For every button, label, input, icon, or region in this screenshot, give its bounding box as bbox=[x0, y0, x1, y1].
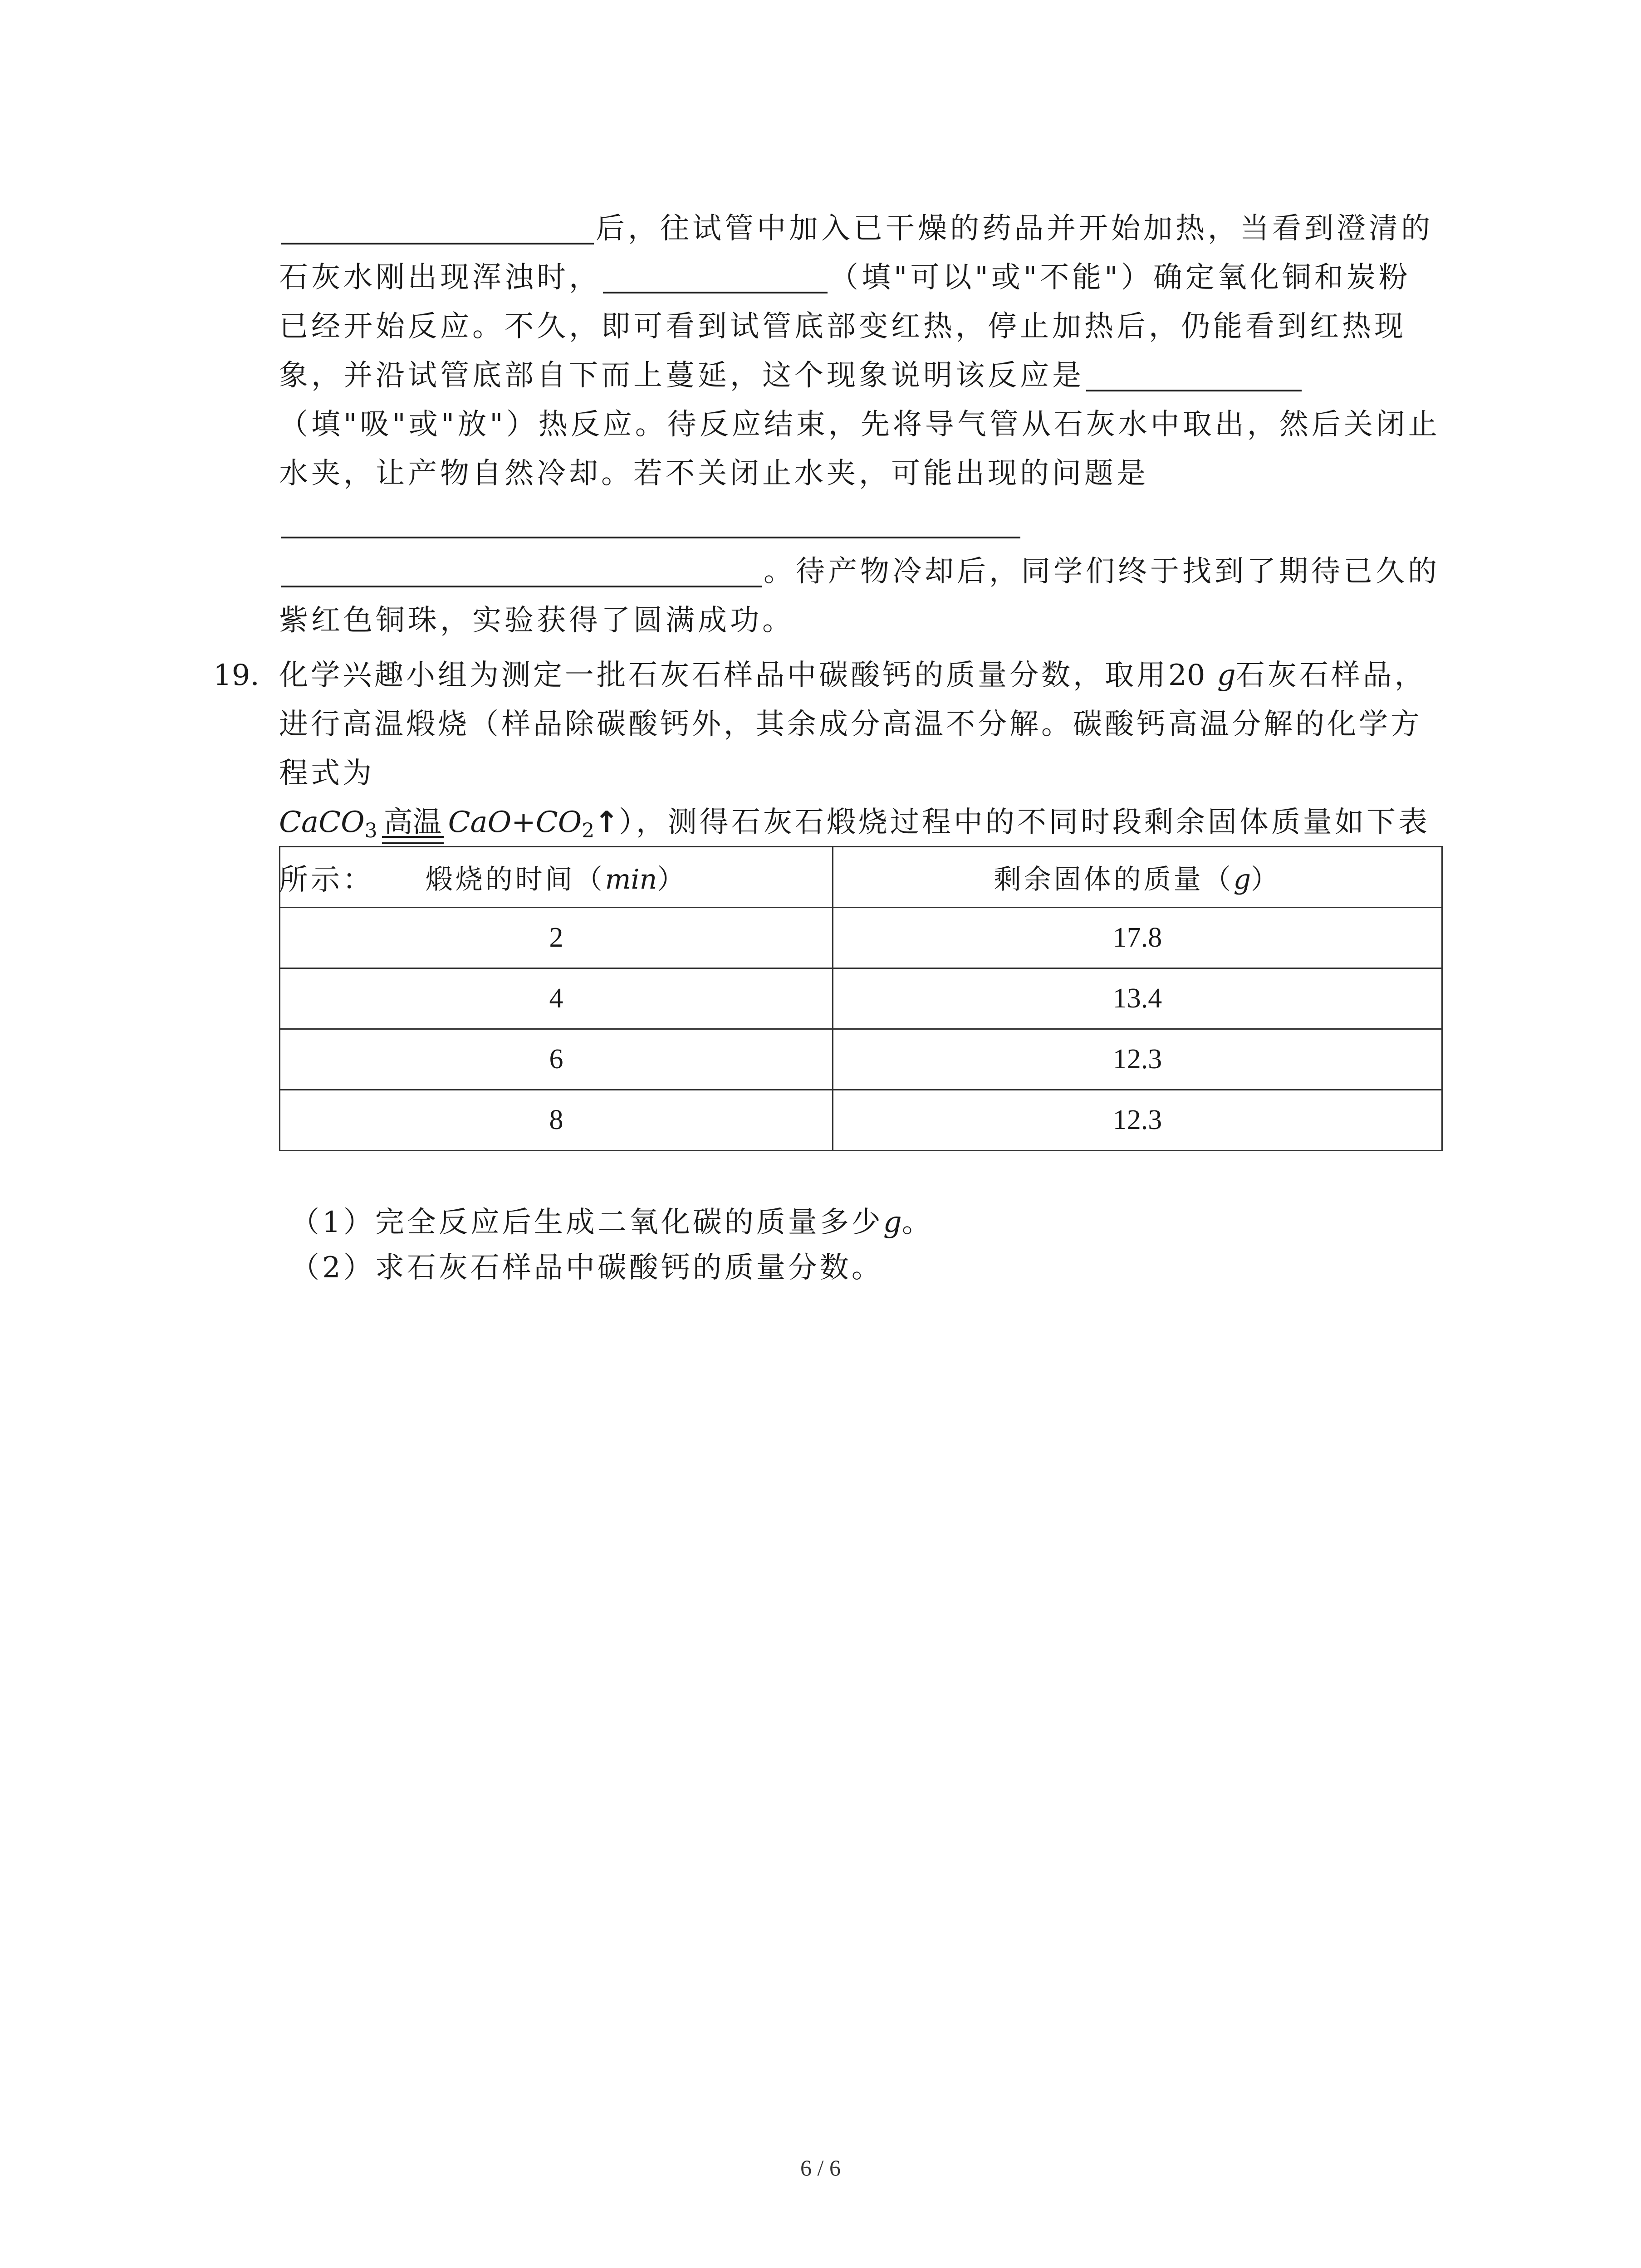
header-mass: 剩余固体的质量（g） bbox=[833, 847, 1442, 908]
eq-products: CaO+CO bbox=[448, 806, 582, 839]
cell-mass: 17.8 bbox=[833, 908, 1442, 968]
cell-mass: 13.4 bbox=[833, 968, 1442, 1029]
page-number: 6 / 6 bbox=[800, 2155, 841, 2180]
sample-mass: 20 bbox=[1168, 659, 1205, 692]
q19-intro-a: 化学兴趣小组为测定一批石灰石样品中碳酸钙的质量分数，取用 bbox=[279, 659, 1168, 692]
chemical-equation bbox=[279, 806, 619, 842]
eq-reactant: CaCO bbox=[279, 806, 365, 839]
unit-g: g bbox=[1217, 659, 1236, 692]
table-row bbox=[280, 1029, 1442, 1090]
header-time: 煅烧的时间（min） bbox=[280, 847, 833, 908]
table-header-row bbox=[280, 847, 1442, 908]
q19-intro-b: 石灰石样品，进行高温煅烧（样品除碳酸钙外，其余成分高温不分解。碳酸钙高温分解的化学方程式为 bbox=[279, 659, 1426, 790]
gas-arrow-icon: ↑ bbox=[594, 806, 619, 839]
sub-question-2: （2）求石灰石样品中碳酸钙的质量分数。 bbox=[290, 1251, 883, 1285]
q18-text-4: 。待产物冷却后，同学们终于找到了期待已久的紫红色铜珠，实验获得了圆满成功。 bbox=[279, 555, 1440, 637]
table-row bbox=[280, 968, 1442, 1029]
question-18-continuation bbox=[279, 204, 1440, 645]
cell-mass: 12.3 bbox=[833, 1090, 1442, 1151]
table-row bbox=[280, 1090, 1442, 1151]
answer-blank-4b[interactable] bbox=[281, 552, 762, 587]
eq-condition: 高温 bbox=[380, 798, 446, 847]
answer-blank-4a[interactable] bbox=[281, 503, 1020, 538]
table-row bbox=[280, 908, 1442, 968]
eq-product-subscript: 2 bbox=[582, 819, 595, 842]
cell-time: 4 bbox=[280, 968, 833, 1029]
answer-blank-3[interactable] bbox=[1086, 356, 1302, 391]
q18-text-1: 后，往试管中加入已干燥的药品并开始加热，当看到澄清的石灰水刚出现浑浊时， bbox=[279, 212, 1433, 294]
calcination-table bbox=[279, 846, 1443, 1151]
q18-text-2: （填"可以"或"不能"）确定氧化铜和炭粉已经开始反应。不久，即可看到试管底部变红热，停止加热后，仍能看到红热现象，并沿试管底部自下而上蔓延，这个现象说明该反应是 bbox=[279, 261, 1411, 392]
answer-blank-2[interactable] bbox=[603, 258, 828, 293]
q18-text-3: （填"吸"或"放"）热反应。待反应结束，先将导气管从石灰水中取出，然后关闭止水夹，让产物自然冷却。若不关闭止水夹，可能出现的问题是 bbox=[279, 408, 1440, 490]
q19-intro-c: ），测得石灰石煅烧过程中的不同时段剩余固体质量如下表所示： bbox=[279, 806, 1430, 897]
answer-blank-1[interactable] bbox=[281, 209, 594, 244]
cell-time: 6 bbox=[280, 1029, 833, 1090]
question-number: 19. bbox=[213, 659, 260, 692]
eq-reactant-subscript: 3 bbox=[364, 819, 377, 842]
cell-mass: 12.3 bbox=[833, 1029, 1442, 1090]
cell-time: 2 bbox=[280, 908, 833, 968]
cell-time: 8 bbox=[280, 1090, 833, 1151]
sub-question-1: （1）完全反应后生成二氧化碳的质量多少g。 bbox=[290, 1206, 934, 1239]
